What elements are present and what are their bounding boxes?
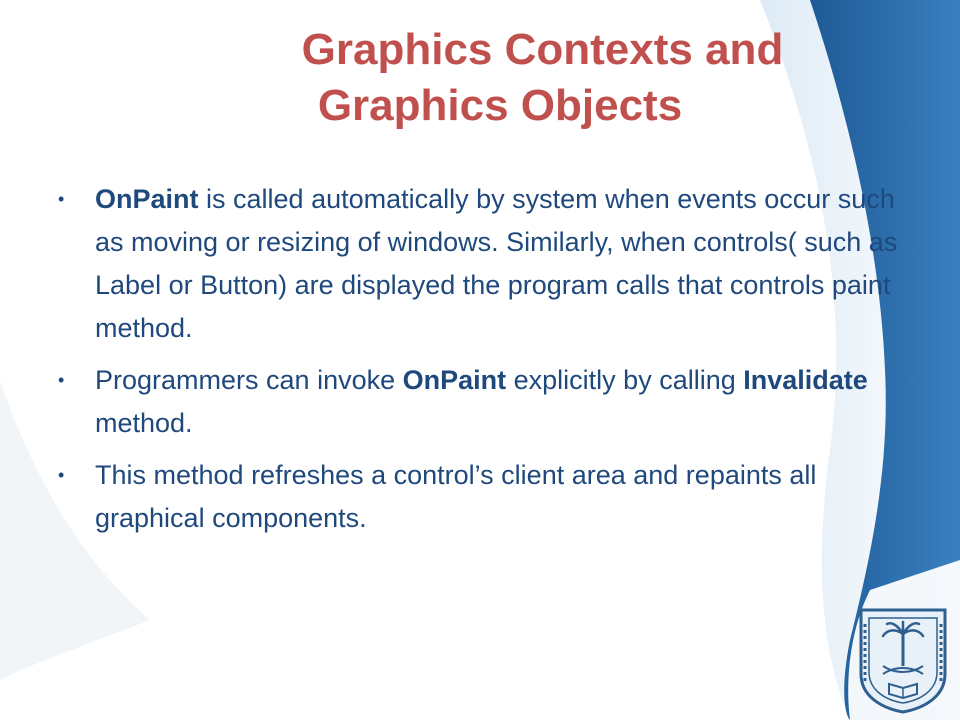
bullet-item [58, 359, 908, 445]
bullet-dot-icon: • [58, 465, 65, 485]
bullet-text: Programmers can invoke [95, 365, 403, 395]
bullet-dot-icon: • [58, 189, 65, 209]
bullet-list [58, 178, 908, 549]
keyword-invalidate: Invalidate [743, 365, 868, 395]
keyword-onpaint: OnPaint [402, 365, 507, 395]
bullet-dot-icon: • [58, 370, 65, 390]
bullet-item [58, 454, 908, 540]
bullet-text: method. [95, 408, 193, 438]
bullet-item [58, 178, 908, 350]
keyword-onpaint: OnPaint [95, 184, 199, 214]
bullet-text: is called automatically by system when events occur such as moving or resizing of windows. Similarly, when controls( such as Label or Button) are displayed the program calls that controls paint method. [95, 184, 898, 343]
title-line-1: Graphics Contexts and [301, 25, 784, 74]
university-seal-logo [855, 604, 951, 714]
bullet-text: This method refreshes a control’s client area and repaints all graphical components. [95, 460, 817, 533]
slide-title [150, 22, 850, 134]
title-line-2: Graphics Objects [317, 81, 683, 130]
bullet-text: explicitly by calling [506, 365, 744, 395]
